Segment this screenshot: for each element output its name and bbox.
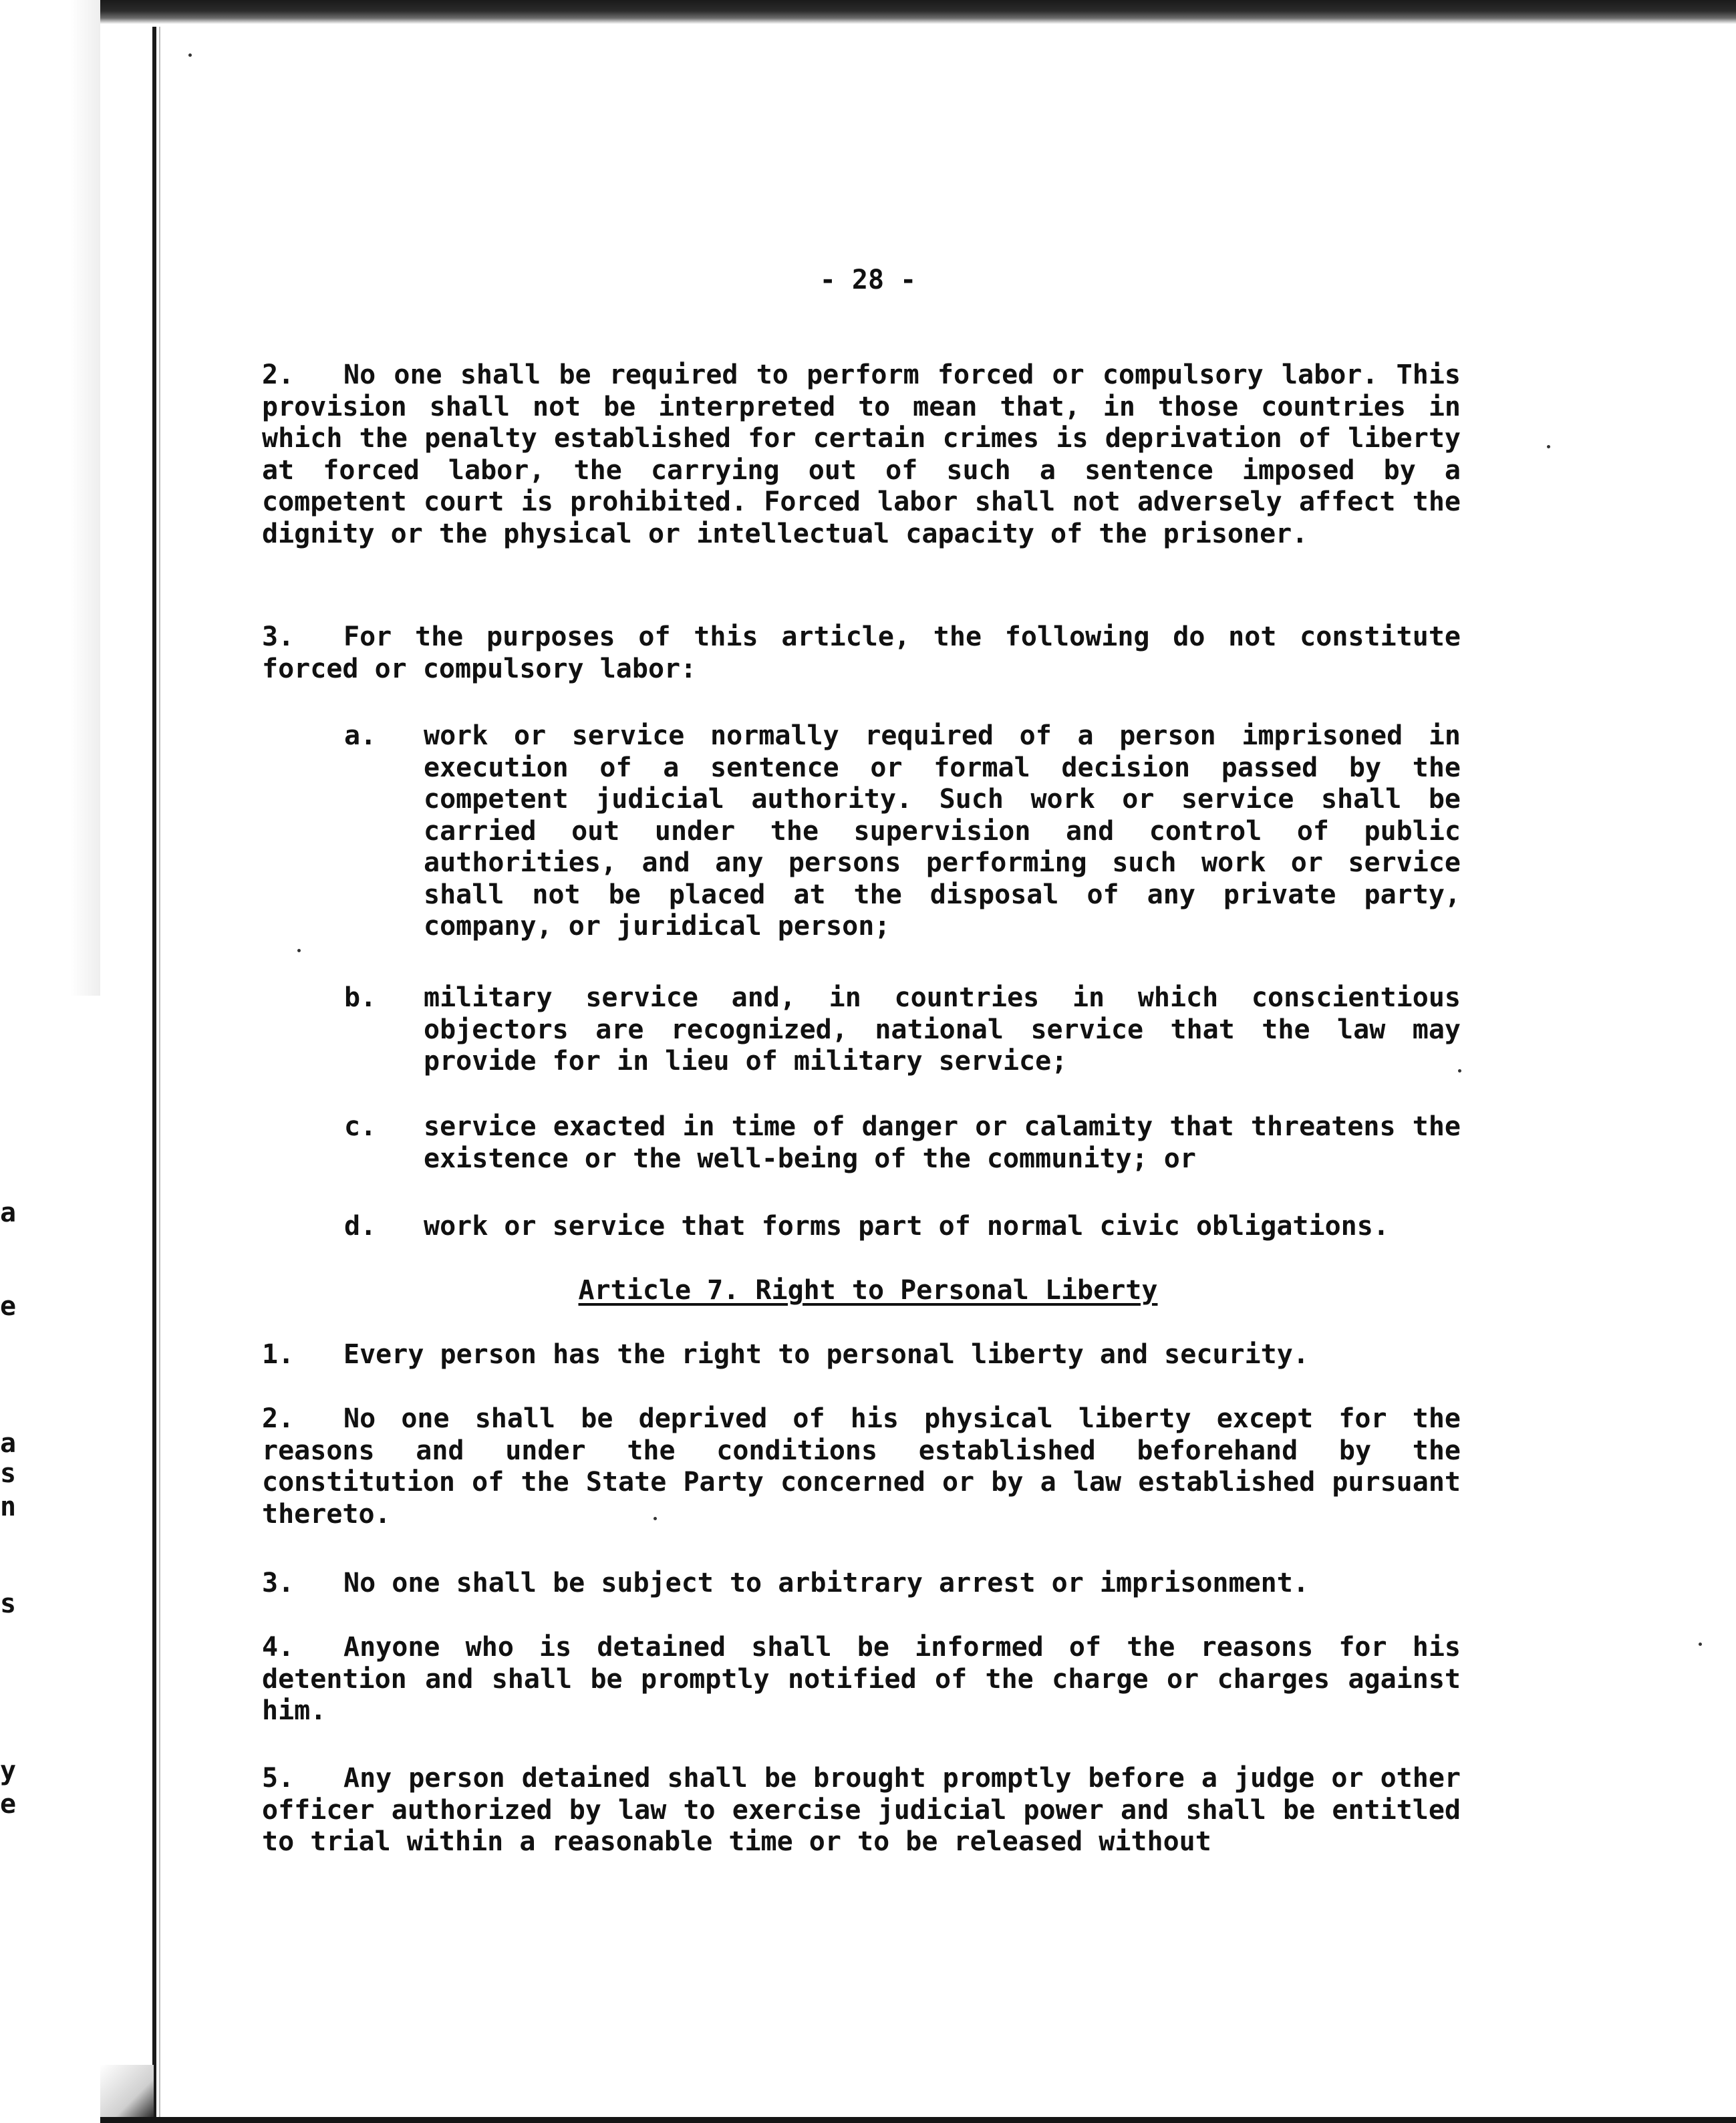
scan-speck <box>1699 1643 1702 1646</box>
margin-mark: s <box>0 1588 17 1619</box>
article-heading-text: Article 7. Right to Personal Liberty <box>578 1275 1158 1306</box>
margin-mark: a <box>0 1197 17 1228</box>
article-paragraph <box>262 1568 1461 1600</box>
scan-bottom-corner <box>100 2065 154 2123</box>
paragraph-number: 3. <box>262 1568 295 1598</box>
article-paragraph <box>262 1632 1461 1727</box>
list-item-label: b. <box>344 982 377 1013</box>
article-paragraph <box>262 1339 1461 1371</box>
margin-mark: n <box>0 1492 17 1522</box>
paragraph-text: No one shall be deprived of his physical liberty except for the reasons and under the conditions established beforehand by the constitution of the State Party concerned or by a law established pursuant thereto. <box>262 1403 1461 1530</box>
paragraph-number: 5. <box>262 1763 295 1794</box>
adjacent-page-lower <box>0 996 100 2123</box>
adjacent-page-upper <box>0 0 100 996</box>
article-paragraph <box>262 1763 1461 1858</box>
list-item-label: a. <box>344 720 377 751</box>
list-item-text: military service and, in countries in which conscientious objectors are recognized, national service that the law may provide for in lieu of military service; <box>424 982 1461 1077</box>
scan-top-edge <box>100 0 1736 24</box>
paragraph-text: No one shall be subject to arbitrary arrest or imprisonment. <box>343 1568 1309 1598</box>
list-item-text: work or service that forms part of normal civic obligations. <box>424 1211 1389 1242</box>
margin-mark: y <box>0 1755 17 1786</box>
list-item-label: c. <box>344 1111 377 1142</box>
paragraph-text: Any person detained shall be brought promptly before a judge or other officer authorized by law to exercise judicial power and shall be entitled to trial within a reasonable time or to be released without <box>262 1763 1461 1857</box>
scan-speck <box>188 53 192 57</box>
paragraph-number: 2. <box>262 1403 295 1434</box>
list-item-label: d. <box>344 1211 377 1242</box>
paragraph-number: 1. <box>262 1339 295 1370</box>
paragraph-3-exceptions <box>262 621 1461 685</box>
scan-speck <box>297 949 301 952</box>
paragraph-text: Every person has the right to personal liberty and security. <box>343 1339 1309 1370</box>
article-heading <box>0 1275 1736 1307</box>
paragraph-text: For the purposes of this article, the following do not constitute forced or compulsory labor: <box>262 621 1461 684</box>
paragraph-2-forced-labor <box>262 360 1461 550</box>
paragraph-number: 3. <box>262 621 295 652</box>
margin-mark: a <box>0 1428 17 1459</box>
list-item-text: work or service normally required of a person imprisoned in execution of a sentence or formal decision passed by the competent judicial authority. Such work or service shall be carried out under the supervision and control of public authorities, and any persons performing such work or service shall not be placed at the disposal of any private party, company, or juridical person; <box>424 720 1461 942</box>
paragraph-number: 4. <box>262 1632 295 1663</box>
scan-speck <box>1547 445 1550 448</box>
page-left-edge <box>152 27 156 2123</box>
page-number: - 28 - <box>819 265 917 295</box>
paragraph-number: 2. <box>262 360 295 390</box>
paragraph-text: No one shall be required to perform forced or compulsory labor. This provision shall not be interpreted to mean that, in those countries in which the penalty established for certain crimes is deprivation of liberty at forced labor, the carrying out of such a sentence imposed by a competent court is prohibited. Forced labor shall not adversely affect the dignity or the physical or intellectual capacity of the prisoner. <box>262 360 1461 549</box>
margin-mark: s <box>0 1458 17 1489</box>
article-paragraph <box>262 1403 1461 1530</box>
margin-mark: e <box>0 1789 17 1820</box>
page-left-edge-shadow <box>159 27 160 2123</box>
paragraph-text: Anyone who is detained shall be informed of the reasons for his detention and shall be promptly notified of the charge or charges against him. <box>262 1632 1461 1726</box>
margin-mark: e <box>0 1291 17 1322</box>
list-item-text: service exacted in time of danger or calamity that threatens the existence or the well-being of the community; or <box>424 1111 1461 1174</box>
scan-bottom-edge <box>100 2117 1736 2123</box>
